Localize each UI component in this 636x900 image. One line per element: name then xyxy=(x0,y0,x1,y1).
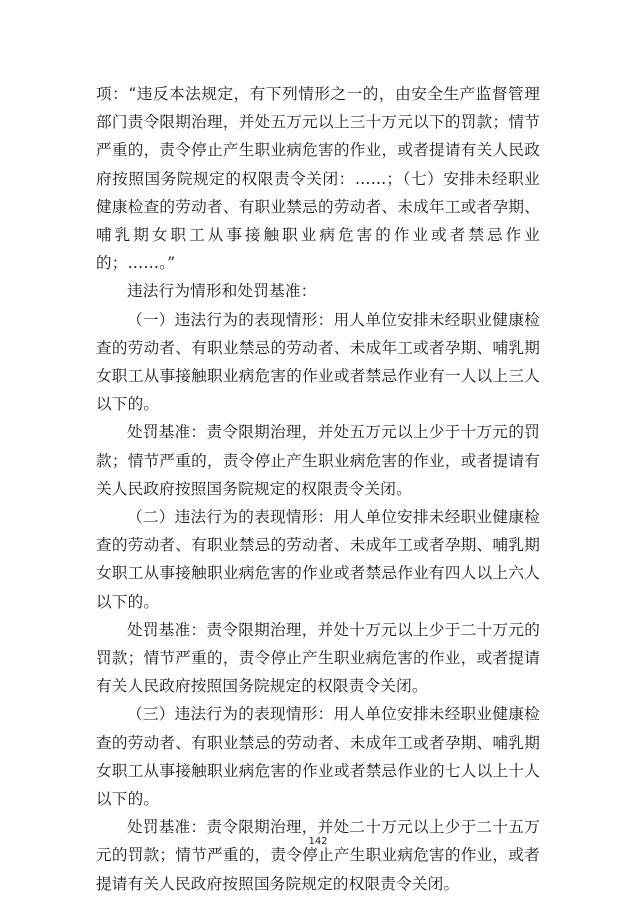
paragraph-case-3-penalty: 处罚基准：责令限期治理，并处二十万元以上少于二十五万元的罚款；情节严重的，责令停止产生职业病危害的作业，或者提请有关人民政府按照国务院规定的权限责令关闭。 xyxy=(96,818,540,893)
paragraph-case-2-penalty: 处罚基准：责令限期治理，并处十万元以上少于二十万元的罚款；情节严重的，责令停止产生职业病危害的作业，或者提请有关人民政府按照国务院规定的权限责令关闭。 xyxy=(96,620,540,696)
paragraph-case-1-situation: （一）违法行为的表现情形：用人单位安排未经职业健康检查的劳动者、有职业禁忌的劳动者、未成年工或者孕期、哺乳期女职工从事接触职业病危害的作业或者禁忌作业有一人以上三人以下的。 xyxy=(96,310,540,414)
paragraph-quote-continuation: 项：“违反本法规定，有下列情形之一的，由安全生产监督管理部门责令限期治理，并处五万元以上三十万元以下的罚款；情节严重的，责令停止产生职业病危害的作业，或者提请有关人民政府按照国务院规定的权限责令关闭：……；（七）安排未经职业健康检查的劳动者、有职业禁忌的劳动者、未成年工或者孕期、哺乳期女职工从事接触职业病危害的作业或者禁忌作业的；……。” xyxy=(96,85,540,273)
document-body xyxy=(96,80,540,898)
paragraph-section-heading: 违法行为情形和处罚基准： xyxy=(127,282,317,301)
paragraph-case-2-situation: （二）违法行为的表现情形：用人单位安排未经职业健康检查的劳动者、有职业禁忌的劳动者、未成年工或者孕期、哺乳期女职工从事接触职业病危害的作业或者禁忌作业有四人以上六人以下的。 xyxy=(96,508,540,611)
page-number: 142 xyxy=(308,836,328,847)
paragraph-case-3-situation: （三）违法行为的表现情形：用人单位安排未经职业健康检查的劳动者、有职业禁忌的劳动者、未成年工或者孕期、哺乳期女职工从事接触职业病危害的作业或者禁忌作业的七人以上十人以下的。 xyxy=(96,705,540,809)
paragraph-case-1-penalty: 处罚基准：责令限期治理，并处五万元以上少于十万元的罚款；情节严重的，责令停止产生职业病危害的作业，或者提请有关人民政府按照国务院规定的权限责令关闭。 xyxy=(96,423,540,498)
